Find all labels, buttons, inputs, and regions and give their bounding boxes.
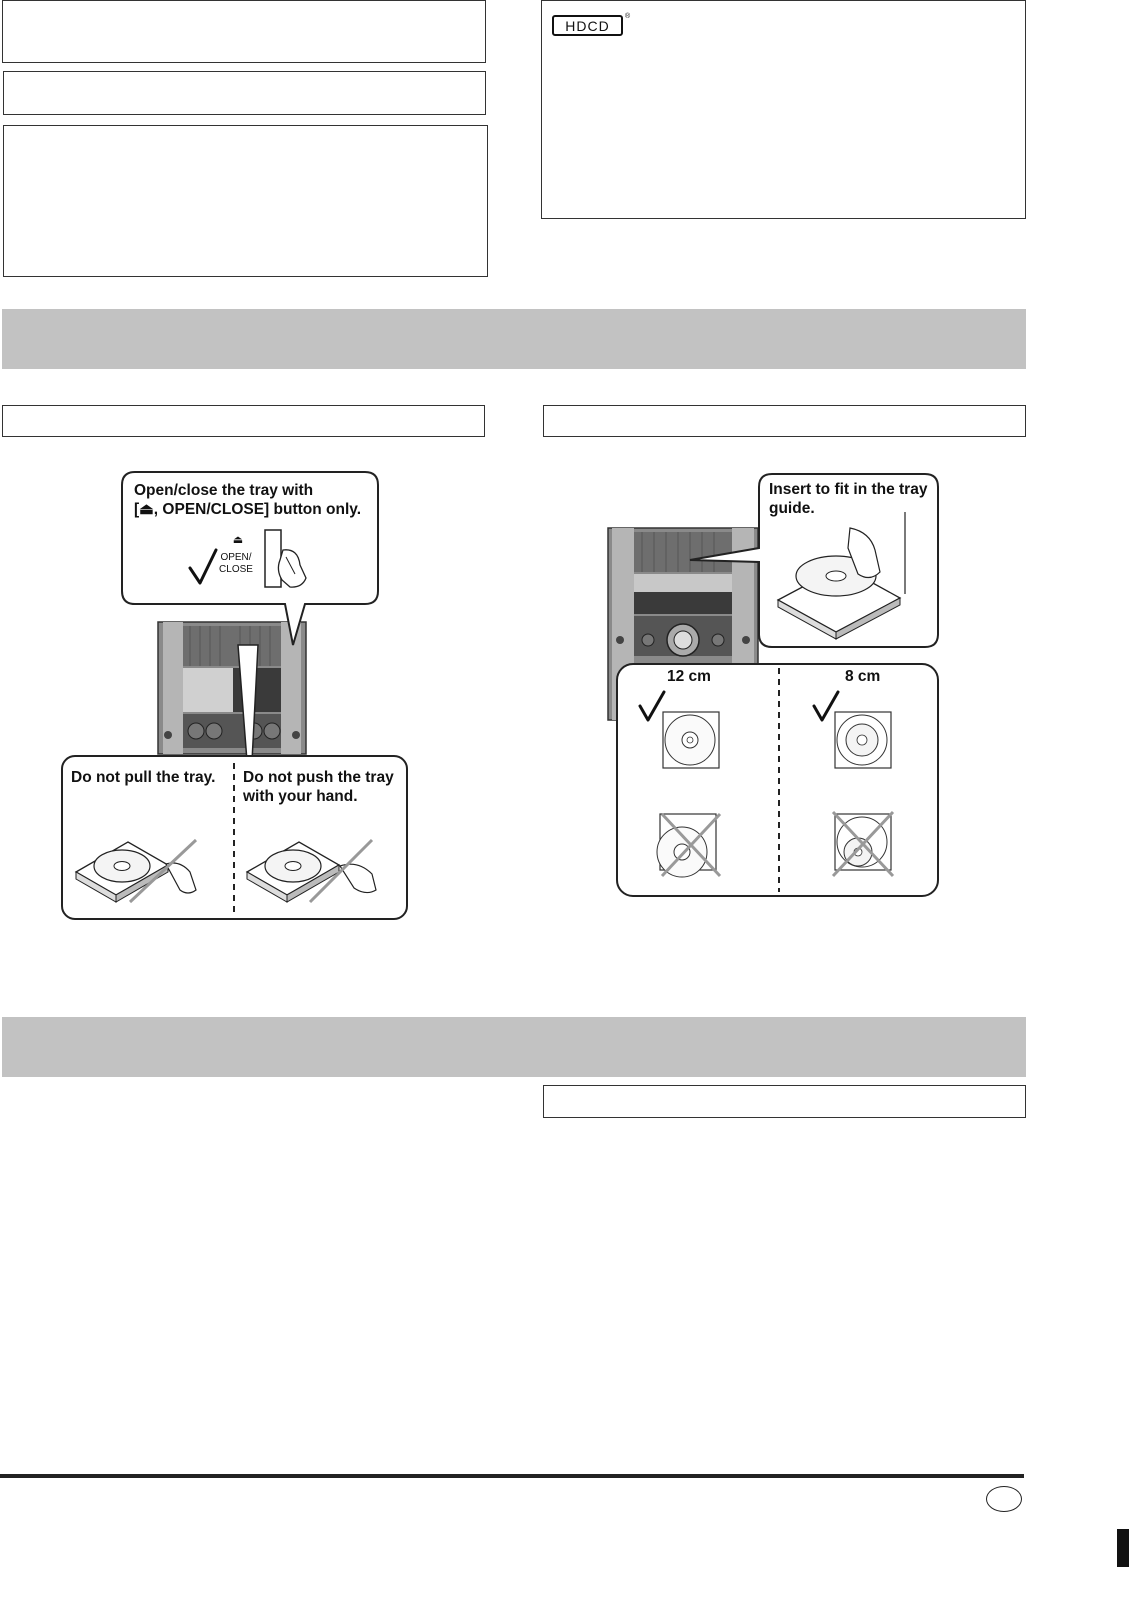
- disc-icon-12cm-wrong: [657, 814, 716, 877]
- footer-rule: [0, 1474, 1024, 1478]
- disc-icon-12cm-correct: [663, 712, 719, 768]
- registered-mark: ®: [625, 13, 631, 20]
- disc-size-12cm-label: 12 cm: [667, 668, 711, 685]
- section-band-2: [2, 1017, 1026, 1077]
- pull-warning-text: Do not pull the tray.: [71, 769, 216, 786]
- open-close-label: OPEN/ CLOSE: [219, 552, 253, 575]
- stereo-unit-left: [158, 622, 306, 754]
- subheading-box-lower-right: [543, 1085, 1026, 1118]
- hdcd-logo: HDCD: [552, 15, 623, 36]
- eject-icon: ⏏: [232, 534, 244, 546]
- push-warning-text: Do not push the tray with your hand.: [243, 769, 394, 805]
- page-number-oval: [986, 1486, 1022, 1512]
- insert-callout-text: Insert to fit in the tray guide.: [769, 481, 928, 517]
- disc-size-8cm-label: 8 cm: [845, 668, 881, 685]
- edge-index-tab: [1117, 1529, 1129, 1567]
- disc-icon-8cm-correct: [835, 712, 891, 768]
- open-close-button-shape: [265, 530, 281, 587]
- tray-callout-text: Open/close the tray with [⏏, OPEN/CLOSE] button only.: [134, 482, 362, 518]
